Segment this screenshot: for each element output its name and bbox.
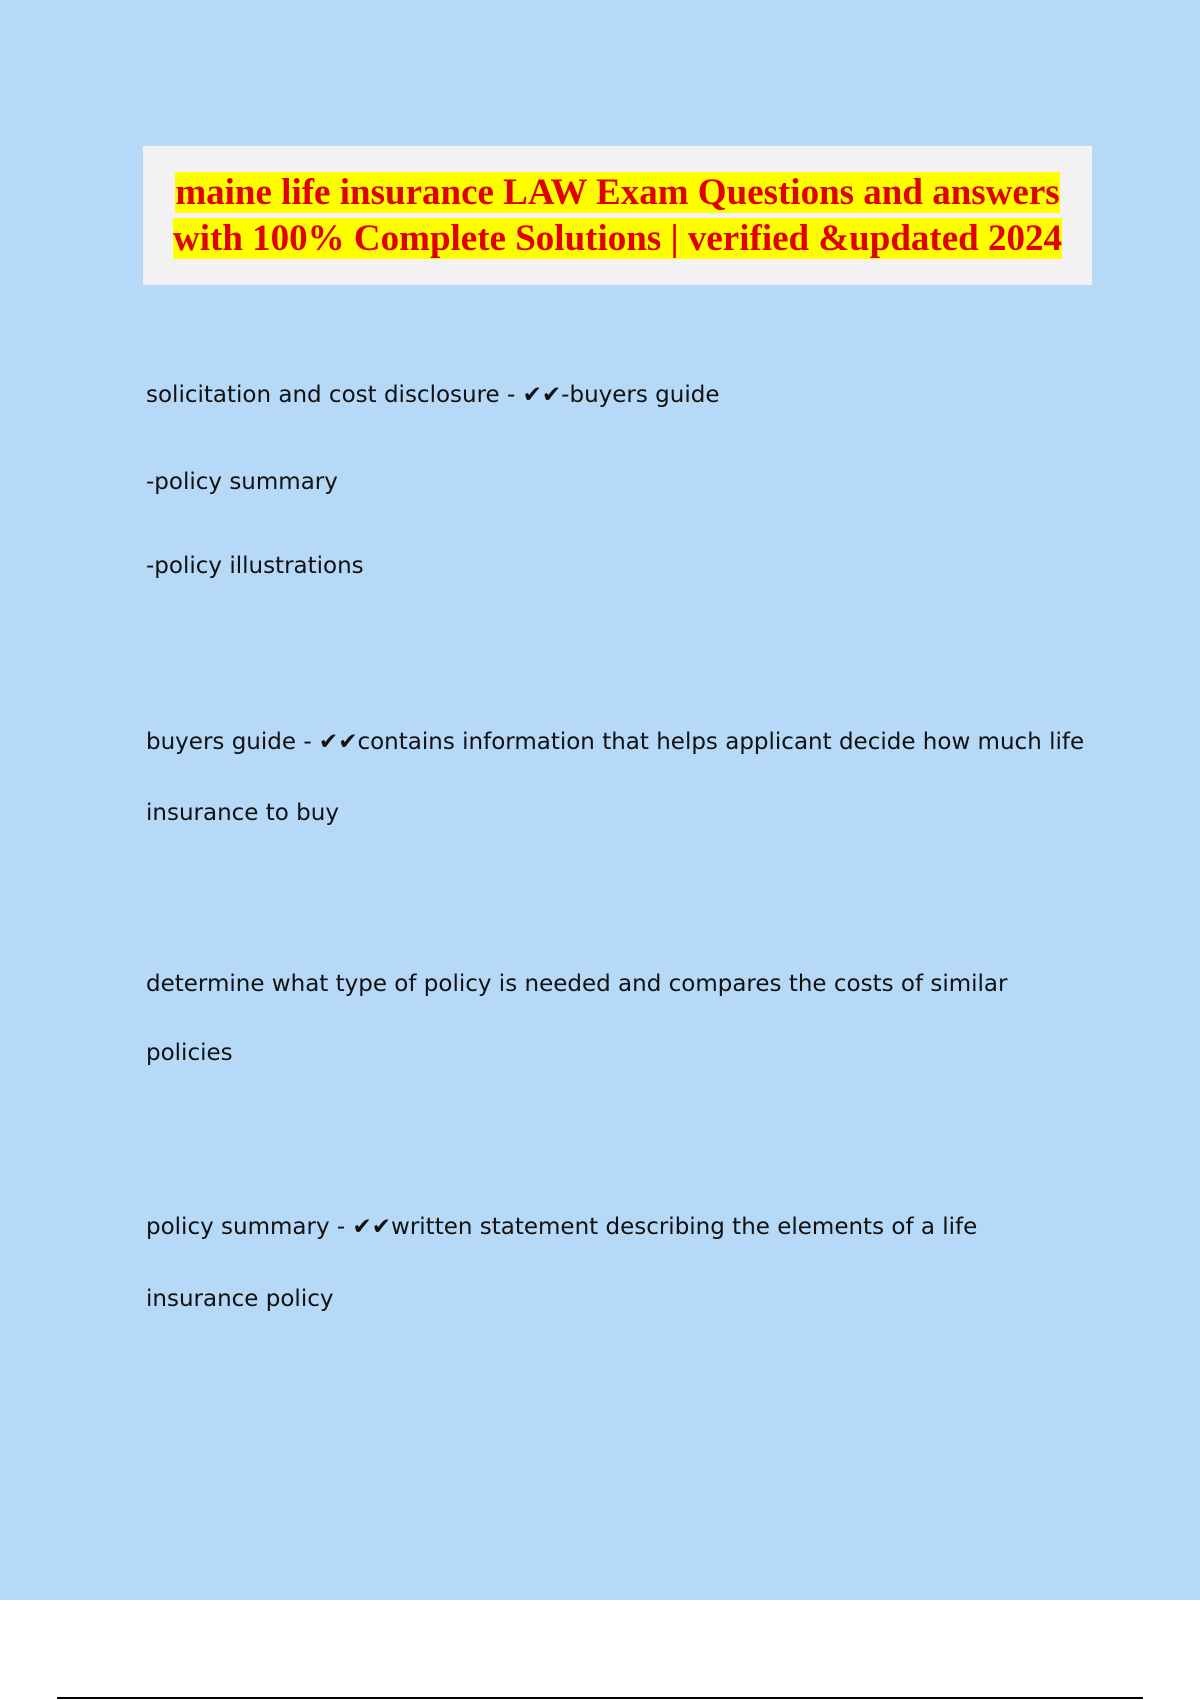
body-line-buyers-guide-cont: insurance to buy	[146, 800, 339, 826]
document-title	[167, 170, 1068, 262]
body-line-policy-summary: -policy summary	[146, 469, 338, 495]
footer-rule	[57, 1697, 1143, 1699]
body-line-policy-illustrations: -policy illustrations	[146, 553, 364, 579]
title-box	[143, 146, 1092, 285]
body-line-policy-summary-def-cont: insurance policy	[146, 1286, 334, 1312]
body-line-determine-cont: policies	[146, 1040, 233, 1066]
body-line-policy-summary-def: policy summary - ✔✔written statement describing the elements of a life	[146, 1214, 978, 1240]
body-line-determine: determine what type of policy is needed and compares the costs of similar	[146, 971, 1008, 997]
body-line-buyers-guide: buyers guide - ✔✔contains information that helps applicant decide how much life	[146, 729, 1085, 755]
title-highlight: maine life insurance LAW Exam Questions and answers with 100% Complete Solutions | verified &updated 2024	[173, 171, 1062, 259]
body-line-solicitation: solicitation and cost disclosure - ✔✔-buyers guide	[146, 382, 720, 408]
